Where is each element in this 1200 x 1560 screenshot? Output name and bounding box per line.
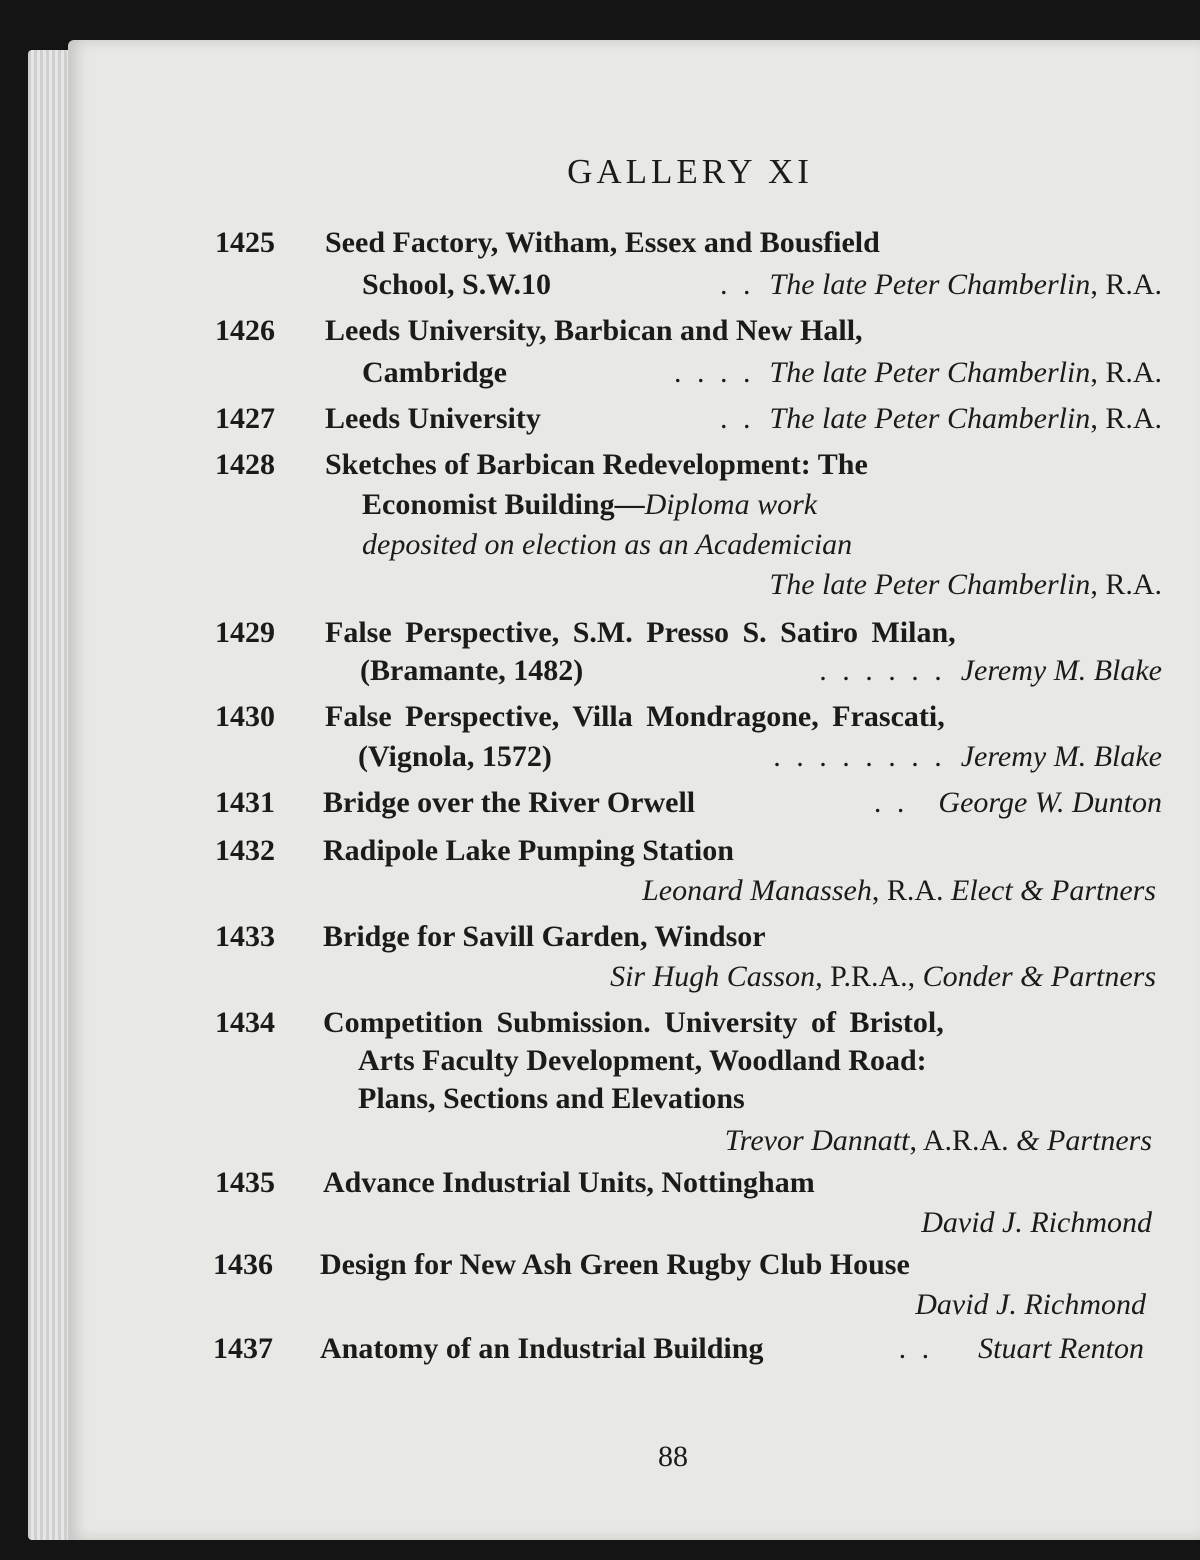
entry-artist-line: . . George W. Dunton <box>873 786 1162 819</box>
entry-artist-line: . . Stuart Renton <box>898 1332 1144 1365</box>
entry-artist-line: . . The late Peter Chamberlin, R.A. <box>720 268 1162 301</box>
entry-line <box>362 266 551 304</box>
entry-number: 1427 <box>215 402 275 435</box>
entry-title: (Vignola, 1572) <box>358 740 552 773</box>
page-number: 88 <box>658 1440 688 1473</box>
entry-number: 1429 <box>215 616 275 649</box>
entry-title: Leeds University, Barbican and New Hall, <box>325 314 863 347</box>
artist-name: The late Peter Chamberlin <box>769 402 1091 435</box>
entry-title: (Bramante, 1482) <box>360 654 584 687</box>
entry-number: 1432 <box>215 834 275 867</box>
entry-artist-line: Sir Hugh Casson, P.R.A., Conder & Partners <box>610 960 1156 993</box>
entry-title: Arts Faculty Development, Woodland Road: <box>358 1044 927 1077</box>
entry-title: Plans, Sections and Elevations <box>358 1082 745 1115</box>
entry-artist-line <box>915 1286 1146 1324</box>
artist-name: Leonard Manasseh <box>642 874 872 907</box>
artist-name: The late Peter Chamberlin <box>769 268 1091 301</box>
artist-name: Sir Hugh Casson, <box>610 960 823 993</box>
artist-name: Jeremy M. Blake <box>960 654 1162 687</box>
entry-line: Economist Building—Diploma work <box>362 488 818 521</box>
entry-title: Leeds University <box>325 402 541 435</box>
entry-artist-line: . . The late Peter Chamberlin, R.A. <box>720 402 1162 435</box>
entry-number: 1425 <box>215 226 275 259</box>
entry-number: 1435 <box>215 1166 275 1199</box>
entry-title: Cambridge <box>362 356 507 389</box>
entry-title: False Perspective, Villa Mondragone, Frascati, <box>325 700 945 733</box>
artist-name: The late Peter Chamberlin <box>769 568 1091 601</box>
entry-artist-line: . . . . . . Jeremy M. Blake <box>819 654 1162 687</box>
entry-artist-line: Leonard Manasseh, R.A. Elect & Partners <box>642 874 1156 907</box>
entry-artist-line: Trevor Dannatt, A.R.A. & Partners <box>724 1124 1152 1157</box>
entry-title: Bridge for Savill Garden, Windsor <box>323 920 766 953</box>
diploma-note: Diploma work <box>644 488 818 521</box>
entry-title: Radipole Lake Pumping Station <box>323 834 734 867</box>
entry-number: 1436 <box>213 1248 273 1281</box>
entry-artist-line <box>921 1204 1152 1242</box>
entry-title: Design for New Ash Green Rugby Club House <box>320 1248 910 1281</box>
entry-number: 1433 <box>215 920 275 953</box>
entry-title: Advance Industrial Units, Nottingham <box>323 1166 815 1199</box>
entry-artist-line: . . . . The late Peter Chamberlin, R.A. <box>674 356 1162 389</box>
entry-title: False Perspective, S.M. Presso S. Satiro Milan, <box>325 616 956 649</box>
artist-name: Jeremy M. Blake <box>960 740 1162 773</box>
entry-title: Anatomy of an Industrial Building <box>320 1332 764 1365</box>
diploma-note: deposited on election as an Academician <box>362 528 853 561</box>
artist-name: George W. Dunton <box>938 786 1162 819</box>
entry-title: Bridge over the River Orwell <box>323 786 696 819</box>
artist-name: David J. Richmond <box>915 1288 1146 1321</box>
artist-name: Stuart Renton <box>978 1332 1144 1365</box>
entry-title: Seed Factory, Witham, Essex and Bousfield <box>325 226 880 259</box>
entry-title: School, S.W.10 <box>362 268 551 301</box>
entry-number: 1428 <box>215 448 275 481</box>
artist-name: Trevor Dannatt <box>724 1124 910 1157</box>
artist-name: David J. Richmond <box>921 1206 1152 1239</box>
entry-number: 1426 <box>215 314 275 347</box>
entry-number: 1434 <box>215 1006 275 1039</box>
entry-artist-line: . . . . . . . . Jeremy M. Blake <box>773 740 1162 773</box>
entry-title: Competition Submission. University of Bristol, <box>323 1006 944 1039</box>
entry-number: 1430 <box>215 700 275 733</box>
entry-number: 1431 <box>215 786 275 819</box>
entry-artist-line: The late Peter Chamberlin, R.A. <box>769 568 1162 601</box>
entry-number: 1437 <box>213 1332 273 1365</box>
gallery-heading: GALLERY XI <box>567 152 813 191</box>
entry-title: Sketches of Barbican Redevelopment: The <box>325 448 868 481</box>
artist-name: The late Peter Chamberlin <box>769 356 1091 389</box>
